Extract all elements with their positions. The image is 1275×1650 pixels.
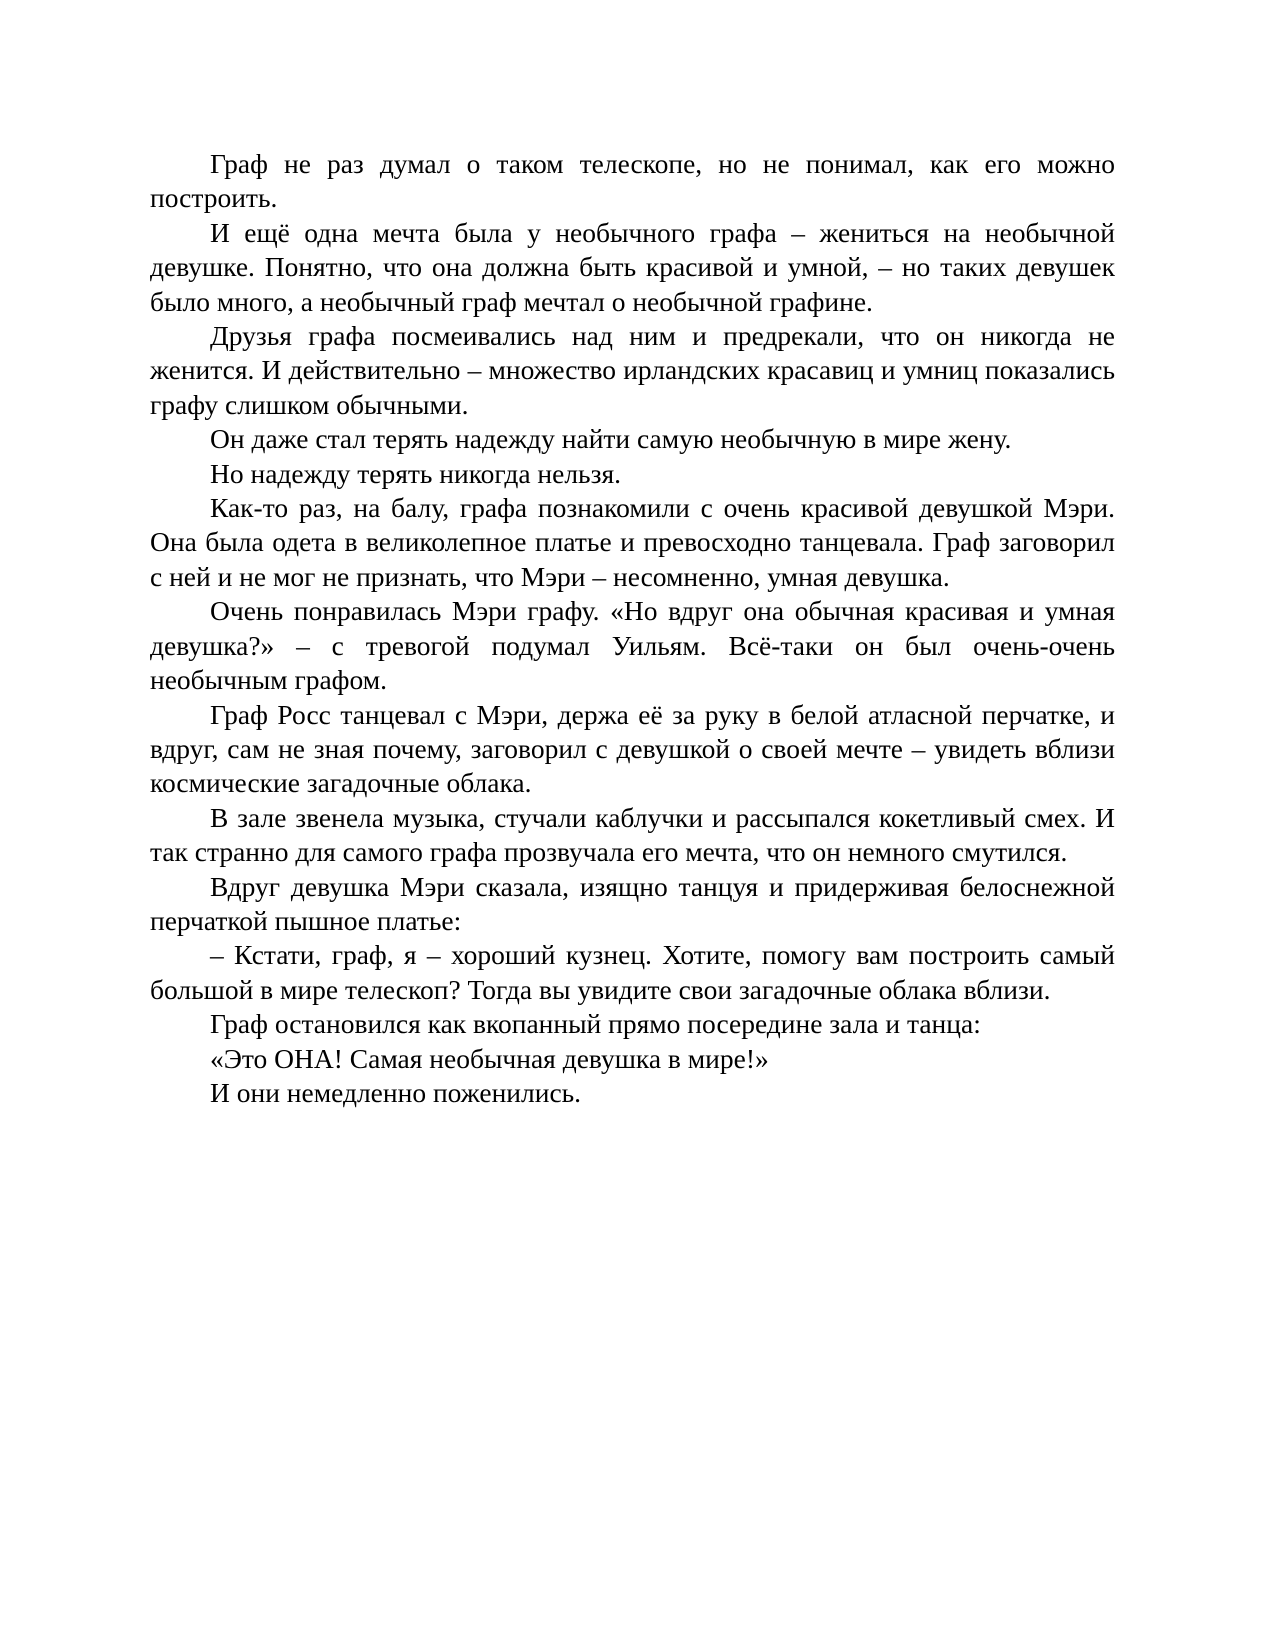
paragraph: Как-то раз, на балу, графа познакомили с очень красивой девушкой Мэри. Она была одета в великолепное платье и превосходно танцевала. Граф заговорил с ней и не мог не признать, что Мэри – несомненно, умная девушка. bbox=[150, 492, 1115, 592]
paragraph: И они немедленно поженились. bbox=[210, 1076, 582, 1108]
paragraph: Граф Росс танцевал с Мэри, держа её за руку в белой атласной перчатке, и вдруг, сам не зная почему, заговорил с девушкой о своей мечте – увидеть вблизи космические загадочные облака. bbox=[150, 698, 1115, 799]
paragraph: Вдруг девушка Мэри сказала, изящно танцуя и придерживая белоснежной перчаткой пышное платье: bbox=[150, 870, 1115, 936]
paragraph: Но надежду терять никогда нельзя. bbox=[210, 457, 621, 489]
paragraph: Очень понравилась Мэри графу. «Но вдруг она обычная красивая и умная девушка?» – с тревогой подумал Уильям. Всё-таки он был очень-очень необычным графом. bbox=[150, 595, 1115, 696]
paragraph: – Кстати, граф, я – хороший кузнец. Хотите, помогу вам построить самый большой в мире телескоп? Тогда вы увидите свои загадочные облака вблизи. bbox=[150, 939, 1115, 1005]
paragraph: Друзья графа посмеивались над ним и предрекали, что он никогда не женится. И действительно – множество ирландских красавиц и умниц показались графу слишком обычными. bbox=[150, 320, 1115, 420]
paragraph: В зале звенела музыка, стучали каблучки и рассыпался кокетливый смех. И так странно для самого графа прозвучала его мечта, что он немного смутился. bbox=[150, 801, 1115, 868]
paragraph: «Это ОНА! Самая необычная девушка в мире!» bbox=[210, 1042, 769, 1074]
paragraph: Граф остановился как вкопанный прямо посередине зала и танца: bbox=[210, 1008, 981, 1040]
paragraph: И ещё одна мечта была у необычного графа – жениться на необычной девушке. Понятно, что она должна быть красивой и умной, – но таких девушек было много, а необычный граф мечтал о необычной графине. bbox=[150, 216, 1115, 317]
paragraph: Граф не раз думал о таком телескопе, но не понимал, как его можно построить. bbox=[150, 148, 1115, 214]
body-text bbox=[150, 147, 1115, 1110]
paragraph: Он даже стал терять надежду найти самую необычную в мире жену. bbox=[210, 423, 1012, 455]
